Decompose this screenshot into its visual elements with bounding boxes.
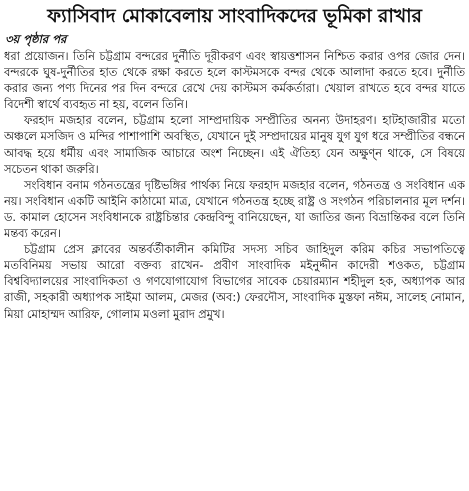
newspaper-clipping <box>4 3 465 488</box>
continued-from-label: ৩য় পৃষ্ঠার পর <box>5 32 67 46</box>
paragraph-3: সংবিধান বনাম গঠনতন্ত্রের দৃষ্টিভঙ্গির পার্থক্য নিয়ে ফরহাদ মজহার বলেন, গঠনতন্ত্র ও সংবিধান এক নয়। সংবিধান একটি আইনি কাঠামো মাত্র, যেখানে গঠনতন্ত্র হচ্ছে রাষ্ট্র ও সংগঠন পরিচালনার মূল দর্শন। ড. কামাল হোসেন সংবিধানকে রাষ্ট্রচিন্তার কেন্দ্রবিন্দু বানিয়েছেন, যা জাতির জন্য বিভ্রান্তিকর বলে তিনি মন্তব্য করেন। <box>4 177 465 241</box>
headline: ফ্যাসিবাদ মোকাবেলায় সাংবাদিকদের ভূমিকা রাখার <box>47 5 422 27</box>
paragraph-2: ফরহাদ মজহার বলেন, চট্টগ্রাম হলো সাম্প্রদায়িক সম্প্রীতির অনন্য উদাহরণ। হাটহাজারীর মতো অঞ্চলে মসজিদ ও মন্দির পাশাপাশি অবস্থিত, যেখানে দুই সম্প্রদায়ের মানুষ যুগ যুগ ধরে সম্প্রীতির বন্ধনে আবদ্ধ হয়ে ধর্মীয় এবং সামাজিক আচারে অংশ নিচ্ছেন। এই ঐতিহ্য যেন অক্ষুণ্ন থাকে, সে বিষয়ে সচেতন থাকা জরুরি। <box>4 113 465 176</box>
paragraph-4: চট্টগ্রাম প্রেস ক্লাবের অন্তর্বর্তীকালীন কমিটির সদস্য সচিব জাহিদুল করিম কচির সভাপতিত্বে মতবিনিময় সভায় আরো বক্তব্য রাখেন- প্রবীণ সাংবাদিক মইনুদ্দীন কাদেরী শওকত, চট্টগ্রাম বিশ্ববিদ্যালয়ের সাংবাদিকতা ও গণযোগাযোগ বিভাগের সাবেক চেয়ারম্যান শহীদুল হক, অধ্যাপক আর রাজী, সহকারী অধ্যাপক সাইমা আলম, মেজর (অব:) ফেরদৌস, সাংবাদিক মুস্তফা নঈম, সালেহ নোমান, মিয়া মোহাম্মদ আরিফ, গোলাম মওলা মুরাদ প্রমুখ। <box>4 242 465 321</box>
paragraph-1: ধরা প্রয়োজন। তিনি চট্টগ্রাম বন্দরের দুর্নীতি দূরীকরণ এবং স্বায়ত্তশাসন নিশ্চিত করার ওপর জোর দেন। বন্দরকে ঘুষ-দুর্নীতির হাত থেকে রক্ষা করতে হলে কাস্টমসকে বন্দর থেকে আলাদা করতে হবে। দুর্নীতি করার জন্য পণ্য দিনের পর দিন বন্দরে রেখে দেয় কাস্টমস কর্মকর্তারা। খেয়াল রাখতে হবে বন্দর যাতে বিদেশী স্বার্থে ব্যবহৃত না হয়, বলেন তিনি। <box>4 49 465 112</box>
article-body <box>4 48 465 322</box>
